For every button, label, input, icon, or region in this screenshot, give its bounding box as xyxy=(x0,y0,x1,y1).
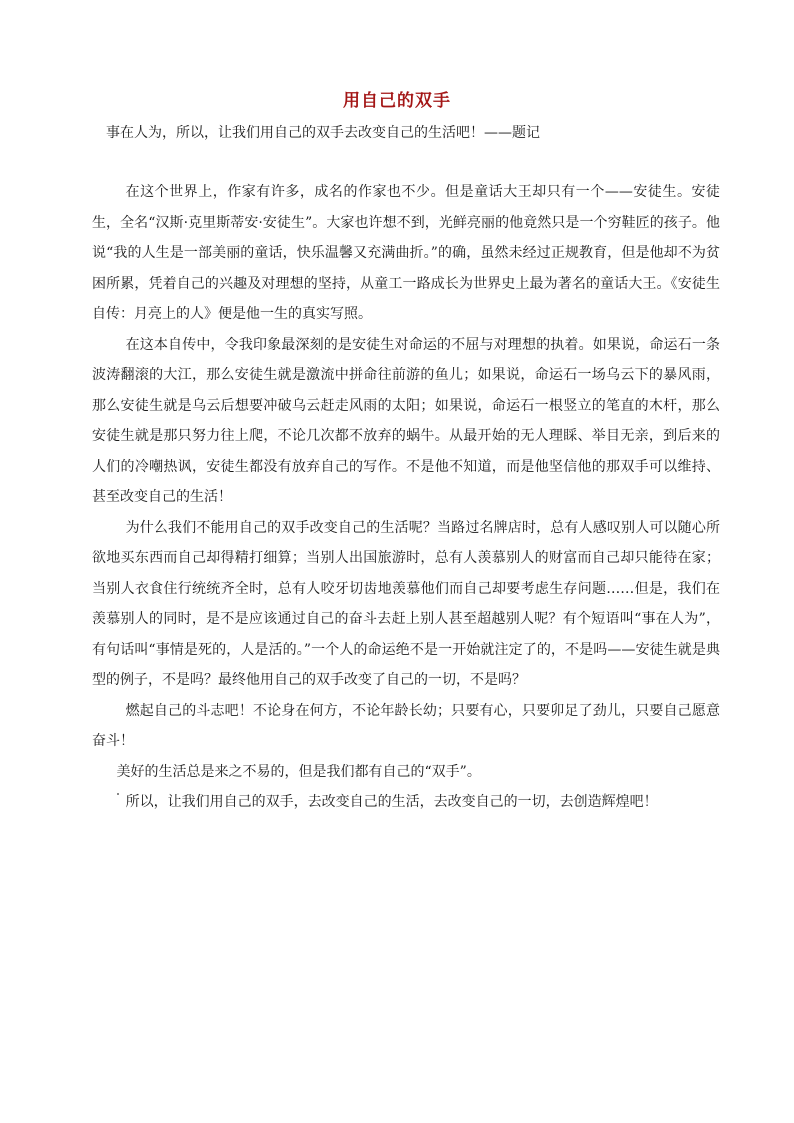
document-body xyxy=(92,177,720,818)
paragraph-1: 在这个世界上，作家有许多，成名的作家也不少。但是童话大王却只有一个——安徒生。安徒生，全名“汉斯·克里斯蒂安·安徒生”。大家也许想不到，光鲜亮丽的他竟然只是一个穷鞋匠的孩子。他说“我的人生是一部美丽的童话，快乐温馨又充满曲折。”的确，虽然未经过正规教育，但是他却不为贫困所累，凭着自己的兴趣及对理想的坚持，从童工一路成长为世界史上最为著名的童话大王。《安徒生自传：月亮上的人》便是他一生的真实写照。 xyxy=(92,184,720,322)
stray-mark xyxy=(117,793,119,795)
paragraph-2: 在这本自传中，令我印象最深刻的是安徒生对命运的不屈与对理想的执着。如果说，命运石一条波涛翻滚的大江，那么安徒生就是激流中拼命往前游的鱼儿；如果说，命运石一场乌云下的暴风雨，那么安徒生就是乌云后想要冲破乌云赶走风雨的太阳；如果说，命运石一根竖立的笔直的木杆，那么安徒生就是那只努力往上爬，不论几次都不放弃的蜗牛。从最开始的无人理睬、举目无亲，到后来的人们的冷嘲热讽，安徒生都没有放弃自己的写作。不是他不知道，而是他坚信他的那双手可以维持、甚至改变自己的生活！ xyxy=(92,336,720,505)
epigraph: 事在人为，所以，让我们用自己的双手去改变自己的生活吧！——题记 xyxy=(106,125,540,141)
paragraph-6: 所以，让我们用自己的双手，去改变自己的生活，去改变自己的一切，去创造辉煌吧！ xyxy=(125,794,658,810)
paragraph-3: 为什么我们不能用自己的双手改变自己的生活呢？当路过名牌店时，总有人感叹别人可以随心所欲地买东西而自己却得精打细算；当别人出国旅游时，总有人羡慕别人的财富而自己却只能待在家；当别人衣食住行统统齐全时，总有人咬牙切齿地羡慕他们而自己却要考虑生存问题……但是，我们在羡慕别人的同时，是不是应该通过自己的奋斗去赶上别人甚至超越别人呢？有个短语叫“事在人为”，有句话叫“事情是死的，人是活的。”一个人的命运绝不是一开始就注定了的，不是吗——安徒生就是典型的例子，不是吗？最终他用自己的双手改变了自己的一切，不是吗？ xyxy=(92,519,720,688)
document-title: 用自己的双手 xyxy=(343,91,451,111)
paragraph-4: 燃起自己的斗志吧！不论身在何方，不论年龄长幼；只要有心，只要卯足了劲儿，只要自己愿意奋斗！ xyxy=(92,702,720,749)
paragraph-5: 美好的生活总是来之不易的，但是我们都有自己的“双手”。 xyxy=(116,763,481,780)
